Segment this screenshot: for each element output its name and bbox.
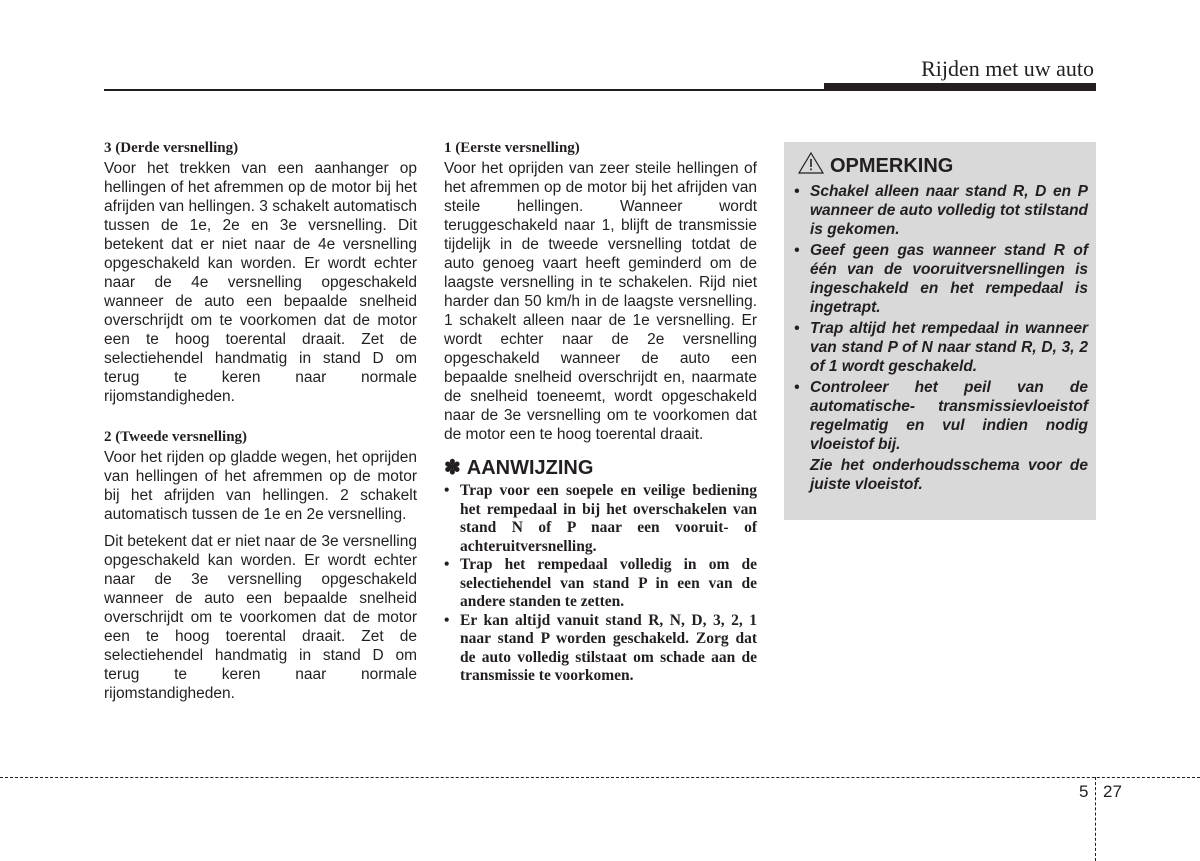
note-box xyxy=(784,142,1096,520)
header-rule-thin xyxy=(104,89,824,91)
warning-triangle-icon xyxy=(798,152,824,180)
bullet-icon: • xyxy=(444,556,450,573)
section-heading-third-gear: 3 (Derde versnelling) xyxy=(104,140,239,156)
bullet-icon: • xyxy=(794,320,800,337)
column-left xyxy=(104,139,417,711)
list-item: • Er kan altijd vanuit stand R, N, D, 3, 2, 1 naar stand P worden geschakeld. Zorg dat de auto volledig stilstaat om schade aan de transmissie te voorkomen. xyxy=(444,611,757,684)
page-header-title: Rijden met uw auto xyxy=(921,56,1094,81)
section-paragraph: Voor het trekken van een aanhanger op hellingen of het afremmen op de motor bij het afrijden van hellingen. 3 schakelt automatisch tussen de 1e, 2e en 3e versnelling. Dit betekent dat er niet naar de 4e versnelling opgeschakeld kan worden. Er wordt echter naar de 4e versnelling opgeschakeld wanneer de auto een bepaalde snelheid overschrijdt om te voorkomen dat de motor een te hoog toerental draait. Zet de selectiehendel handmatig in stand D om terug te keren naar normale rijomstandigheden. xyxy=(104,160,417,405)
list-item: • Trap voor een soepele en veilige bediening het rempedaal in bij het overschakelen van stand N of P naar een vooruit- of achteruitversnelling. xyxy=(444,482,757,555)
aanwijzing-heading xyxy=(444,456,757,480)
list-item: • Schakel alleen naar stand R, D en P wanneer de auto volledig tot stilstand is gekomen. xyxy=(794,183,1088,238)
aanwijzing-list xyxy=(444,482,757,686)
section-paragraph: Voor het oprijden van zeer steile hellingen of het afremmen op de motor bij het afrijden van steile hellingen. Wanneer wordt teruggeschakeld naar 1, blijft de transmissie tijdelijk in de tweede versnelling totdat de auto genoeg vaart heeft geminderd om de laagste versnelling in te schakelen. Rijd niet harder dan 50 km/h in de laagste versnelling. 1 schakelt alleen naar de 1e versnelling. Er wordt echter naar de 2e versnelling opgeschakeld wanneer de auto een bepaalde snelheid overschrijdt en, naarmate de snelheid toeneemt, wordt opgeschakeld naar de 3e versnelling om te voorkomen dat de motor een te hoog toerental draait. xyxy=(444,160,757,443)
list-item: • Geef geen gas wanneer stand R of één van de vooruitversnellingen is ingeschakeld en het rempedaal is ingetrapt. xyxy=(794,242,1088,316)
page-number: 27 xyxy=(1103,782,1122,801)
bullet-icon: • xyxy=(444,482,450,499)
section-number: 5 xyxy=(1079,782,1089,801)
list-item: • Controleer het peil van de automatische- transmissievloeistof regelmatig en vul indien nodig vloeistof bij. xyxy=(794,379,1088,453)
note-heading xyxy=(798,152,1088,180)
bullet-icon: • xyxy=(794,183,800,200)
note-list xyxy=(792,182,1088,454)
asterisk-icon: ✽ xyxy=(444,457,461,479)
column-middle xyxy=(444,139,757,686)
section-heading-second-gear: 2 (Tweede versnelling) xyxy=(104,429,248,445)
section-paragraph: Dit betekent dat er niet naar de 3e versnelling opgeschakeld kan worden. Er wordt echter naar de 3e versnelling opgeschakeld wanneer de auto een bepaalde snelheid overschrijdt om te voorkomen dat de motor een te hoog toerental draait. Zet de selectiehendel handmatig in stand D om terug te keren naar normale rijomstandigheden. xyxy=(104,533,417,702)
note-extra-text: Zie het onderhoudsschema voor de juiste vloeistof. xyxy=(810,457,1088,493)
aanwijzing-title: AANWIJZING xyxy=(466,457,594,479)
list-item: • Trap het rempedaal volledig in om de selectiehendel van stand P in een van de andere standen te zetten. xyxy=(444,556,757,610)
footer-rule xyxy=(0,777,1200,778)
section-paragraph: Voor het rijden op gladde wegen, het oprijden van hellingen of het afremmen op de motor bij het afrijden van hellingen. 2 schakelt automatisch tussen de 1e en 2e versnelling. xyxy=(104,449,417,523)
header-rule-thick xyxy=(824,83,1096,91)
bullet-icon: • xyxy=(444,611,450,629)
footer-vertical-rule xyxy=(1095,777,1096,861)
bullet-icon: • xyxy=(794,242,800,259)
column-right xyxy=(784,142,1096,520)
list-item: • Trap altijd het rempedaal in wanneer van stand P of N naar stand R, D, 3, 2 of 1 wordt geschakeld. xyxy=(794,320,1088,375)
section-heading-first-gear: 1 (Eerste versnelling) xyxy=(444,140,580,156)
bullet-icon: • xyxy=(794,379,800,396)
note-title: OPMERKING xyxy=(830,155,954,177)
